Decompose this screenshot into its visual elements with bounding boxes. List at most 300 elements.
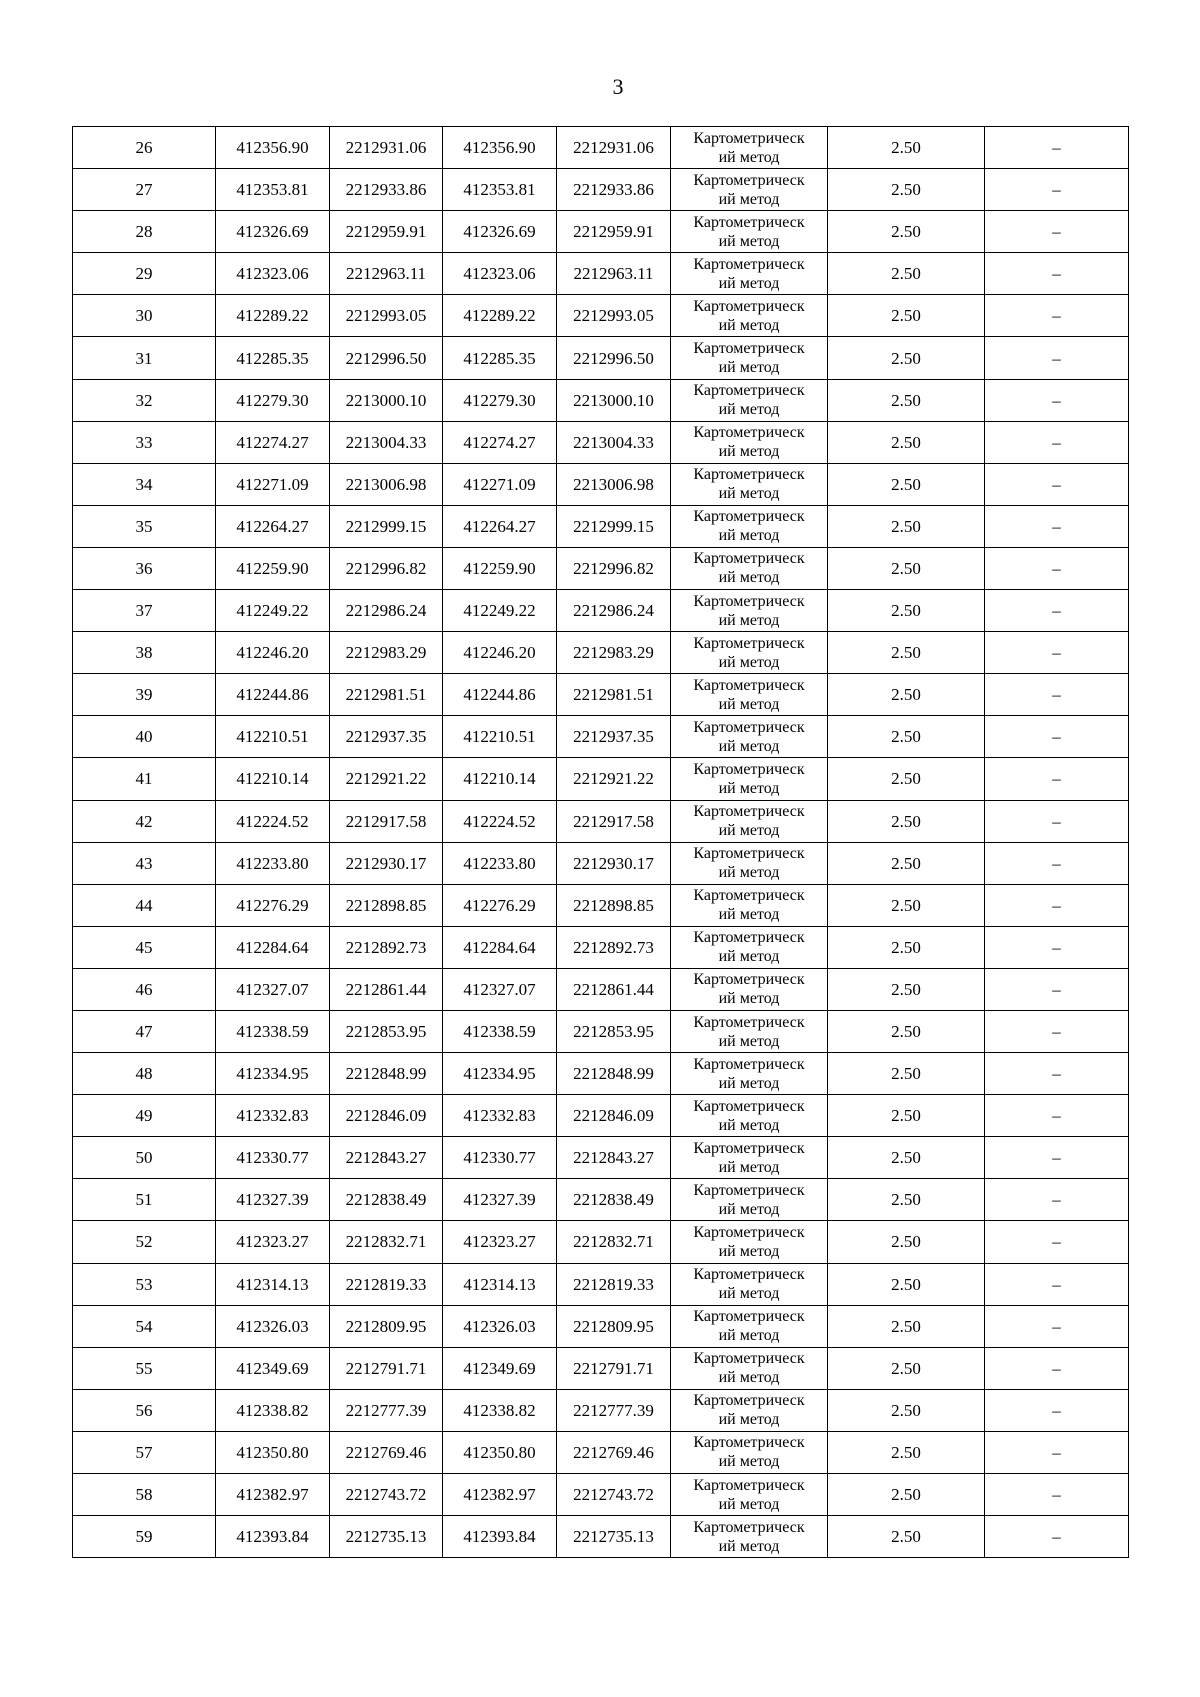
existing-x-cell: 412271.09 — [216, 463, 330, 505]
refined-x-cell: 412271.09 — [443, 463, 557, 505]
table-row — [73, 211, 1129, 253]
table-row — [73, 337, 1129, 379]
method-cell — [671, 842, 828, 884]
existing-x-cell: 412285.35 — [216, 337, 330, 379]
note-cell: – — [985, 1095, 1129, 1137]
note-cell: – — [985, 169, 1129, 211]
method-text-line2: ий метод — [718, 485, 780, 503]
table-row — [73, 632, 1129, 674]
refined-y-cell: 2212853.95 — [557, 1010, 671, 1052]
existing-x-cell: 412314.13 — [216, 1263, 330, 1305]
accuracy-cell: 2.50 — [828, 379, 985, 421]
accuracy-cell: 2.50 — [828, 842, 985, 884]
table-row — [73, 505, 1129, 547]
point-number-cell: 44 — [73, 884, 216, 926]
accuracy-cell: 2.50 — [828, 1263, 985, 1305]
accuracy-cell: 2.50 — [828, 295, 985, 337]
point-number-cell: 27 — [73, 169, 216, 211]
point-number-cell: 41 — [73, 758, 216, 800]
method-cell — [671, 421, 828, 463]
method-text-line1: Картометрическ — [693, 550, 805, 568]
table-row — [73, 1137, 1129, 1179]
method-cell — [671, 1221, 828, 1263]
method-text-line1: Картометрическ — [693, 1013, 805, 1031]
refined-x-cell: 412338.59 — [443, 1010, 557, 1052]
point-number-cell: 58 — [73, 1474, 216, 1516]
accuracy-cell: 2.50 — [828, 1137, 985, 1179]
accuracy-cell: 2.50 — [828, 1053, 985, 1095]
note-cell: – — [985, 1053, 1129, 1095]
method-text-line2: ий метод — [718, 1074, 780, 1092]
point-number-cell: 48 — [73, 1053, 216, 1095]
existing-x-cell: 412259.90 — [216, 547, 330, 589]
existing-y-cell: 2213000.10 — [330, 379, 443, 421]
existing-x-cell: 412210.14 — [216, 758, 330, 800]
note-cell: – — [985, 337, 1129, 379]
accuracy-cell: 2.50 — [828, 1474, 985, 1516]
note-cell: – — [985, 842, 1129, 884]
existing-x-cell: 412349.69 — [216, 1347, 330, 1389]
method-text-line1: Картометрическ — [693, 592, 805, 610]
method-text-line2: ий метод — [718, 1200, 780, 1218]
method-text-line2: ий метод — [718, 1453, 780, 1471]
accuracy-cell: 2.50 — [828, 674, 985, 716]
point-number-cell: 31 — [73, 337, 216, 379]
point-number-cell: 52 — [73, 1221, 216, 1263]
method-text-line2: ий метод — [718, 1116, 780, 1134]
method-cell — [671, 1431, 828, 1473]
accuracy-cell: 2.50 — [828, 127, 985, 169]
method-text-line2: ий метод — [718, 737, 780, 755]
method-text-line2: ий метод — [718, 401, 780, 419]
table-row — [73, 1095, 1129, 1137]
accuracy-cell: 2.50 — [828, 1095, 985, 1137]
refined-x-cell: 412327.39 — [443, 1179, 557, 1221]
method-text-line2: ий метод — [718, 274, 780, 292]
point-number-cell: 46 — [73, 968, 216, 1010]
refined-y-cell: 2212861.44 — [557, 968, 671, 1010]
note-cell: – — [985, 632, 1129, 674]
note-cell: – — [985, 1347, 1129, 1389]
existing-x-cell: 412233.80 — [216, 842, 330, 884]
method-text-line1: Картометрическ — [693, 929, 805, 947]
accuracy-cell: 2.50 — [828, 547, 985, 589]
table-row — [73, 463, 1129, 505]
table-row — [73, 1305, 1129, 1347]
note-cell: – — [985, 1010, 1129, 1052]
method-text-line2: ий метод — [718, 1411, 780, 1429]
note-cell: – — [985, 295, 1129, 337]
point-number-cell: 54 — [73, 1305, 216, 1347]
existing-y-cell: 2212843.27 — [330, 1137, 443, 1179]
method-text-line1: Картометрическ — [693, 1055, 805, 1073]
refined-x-cell: 412326.03 — [443, 1305, 557, 1347]
method-text-line2: ий метод — [718, 1495, 780, 1513]
refined-y-cell: 2212963.11 — [557, 253, 671, 295]
method-text-line1: Картометрическ — [693, 1434, 805, 1452]
existing-y-cell: 2212983.29 — [330, 632, 443, 674]
method-text-line2: ий метод — [718, 569, 780, 587]
accuracy-cell: 2.50 — [828, 716, 985, 758]
method-text-line1: Картометрическ — [693, 1392, 805, 1410]
refined-x-cell: 412279.30 — [443, 379, 557, 421]
method-cell — [671, 716, 828, 758]
method-text-line2: ий метод — [718, 1285, 780, 1303]
method-cell — [671, 1305, 828, 1347]
accuracy-cell: 2.50 — [828, 1221, 985, 1263]
note-cell: – — [985, 127, 1129, 169]
note-cell: – — [985, 1389, 1129, 1431]
refined-x-cell: 412285.35 — [443, 337, 557, 379]
note-cell: – — [985, 800, 1129, 842]
method-text-line2: ий метод — [718, 990, 780, 1008]
existing-x-cell: 412356.90 — [216, 127, 330, 169]
table-row — [73, 1221, 1129, 1263]
method-text-line2: ий метод — [718, 443, 780, 461]
existing-x-cell: 412326.03 — [216, 1305, 330, 1347]
refined-y-cell: 2212933.86 — [557, 169, 671, 211]
refined-x-cell: 412330.77 — [443, 1137, 557, 1179]
method-text-line1: Картометрическ — [693, 1476, 805, 1494]
accuracy-cell: 2.50 — [828, 1431, 985, 1473]
method-text-line2: ий метод — [718, 1242, 780, 1260]
method-text-line1: Картометрическ — [693, 508, 805, 526]
refined-y-cell: 2212832.71 — [557, 1221, 671, 1263]
note-cell: – — [985, 463, 1129, 505]
existing-y-cell: 2212933.86 — [330, 169, 443, 211]
table-row — [73, 1179, 1129, 1221]
refined-y-cell: 2212921.22 — [557, 758, 671, 800]
existing-x-cell: 412264.27 — [216, 505, 330, 547]
table-row — [73, 884, 1129, 926]
existing-y-cell: 2212921.22 — [330, 758, 443, 800]
refined-x-cell: 412276.29 — [443, 884, 557, 926]
method-text-line1: Картометрическ — [693, 718, 805, 736]
table-row — [73, 1347, 1129, 1389]
refined-x-cell: 412224.52 — [443, 800, 557, 842]
accuracy-cell: 2.50 — [828, 1516, 985, 1558]
refined-y-cell: 2212848.99 — [557, 1053, 671, 1095]
accuracy-cell: 2.50 — [828, 1179, 985, 1221]
table-row — [73, 1474, 1129, 1516]
note-cell: – — [985, 1179, 1129, 1221]
method-text-line2: ий метод — [718, 1158, 780, 1176]
note-cell: – — [985, 674, 1129, 716]
point-number-cell: 45 — [73, 926, 216, 968]
existing-x-cell: 412338.82 — [216, 1389, 330, 1431]
method-text-line1: Картометрическ — [693, 634, 805, 652]
accuracy-cell: 2.50 — [828, 337, 985, 379]
refined-y-cell: 2212917.58 — [557, 800, 671, 842]
refined-y-cell: 2212930.17 — [557, 842, 671, 884]
method-cell — [671, 1010, 828, 1052]
method-cell — [671, 674, 828, 716]
table-row — [73, 421, 1129, 463]
existing-y-cell: 2212959.91 — [330, 211, 443, 253]
note-cell: – — [985, 1263, 1129, 1305]
method-cell — [671, 632, 828, 674]
accuracy-cell: 2.50 — [828, 169, 985, 211]
existing-x-cell: 412327.07 — [216, 968, 330, 1010]
refined-y-cell: 2212996.82 — [557, 547, 671, 589]
existing-x-cell: 412338.59 — [216, 1010, 330, 1052]
refined-x-cell: 412244.86 — [443, 674, 557, 716]
table-row — [73, 716, 1129, 758]
page-number: 3 — [612, 74, 624, 99]
method-cell — [671, 379, 828, 421]
existing-y-cell: 2212769.46 — [330, 1431, 443, 1473]
point-number-cell: 30 — [73, 295, 216, 337]
existing-x-cell: 412332.83 — [216, 1095, 330, 1137]
existing-x-cell: 412330.77 — [216, 1137, 330, 1179]
point-number-cell: 34 — [73, 463, 216, 505]
method-text-line1: Картометрическ — [693, 129, 805, 147]
refined-y-cell: 2212892.73 — [557, 926, 671, 968]
method-text-line2: ий метод — [718, 232, 780, 250]
note-cell: – — [985, 968, 1129, 1010]
point-number-cell: 39 — [73, 674, 216, 716]
refined-x-cell: 412233.80 — [443, 842, 557, 884]
existing-y-cell: 2212993.05 — [330, 295, 443, 337]
method-text-line2: ий метод — [718, 1327, 780, 1345]
method-text-line1: Картометрическ — [693, 845, 805, 863]
refined-x-cell: 412314.13 — [443, 1263, 557, 1305]
refined-y-cell: 2212986.24 — [557, 590, 671, 632]
existing-y-cell: 2212981.51 — [330, 674, 443, 716]
existing-y-cell: 2212937.35 — [330, 716, 443, 758]
existing-x-cell: 412350.80 — [216, 1431, 330, 1473]
refined-y-cell: 2212959.91 — [557, 211, 671, 253]
refined-x-cell: 412259.90 — [443, 547, 557, 589]
existing-x-cell: 412382.97 — [216, 1474, 330, 1516]
refined-y-cell: 2212819.33 — [557, 1263, 671, 1305]
point-number-cell: 32 — [73, 379, 216, 421]
refined-x-cell: 412326.69 — [443, 211, 557, 253]
accuracy-cell: 2.50 — [828, 253, 985, 295]
accuracy-cell: 2.50 — [828, 758, 985, 800]
refined-x-cell: 412338.82 — [443, 1389, 557, 1431]
note-cell: – — [985, 211, 1129, 253]
existing-x-cell: 412353.81 — [216, 169, 330, 211]
refined-x-cell: 412350.80 — [443, 1431, 557, 1473]
table-body — [73, 127, 1129, 1558]
refined-y-cell: 2213004.33 — [557, 421, 671, 463]
existing-y-cell: 2212853.95 — [330, 1010, 443, 1052]
note-cell: – — [985, 1305, 1129, 1347]
method-text-line1: Картометрическ — [693, 676, 805, 694]
point-number-cell: 37 — [73, 590, 216, 632]
method-cell — [671, 590, 828, 632]
refined-y-cell: 2212791.71 — [557, 1347, 671, 1389]
refined-x-cell: 412356.90 — [443, 127, 557, 169]
accuracy-cell: 2.50 — [828, 505, 985, 547]
accuracy-cell: 2.50 — [828, 421, 985, 463]
refined-y-cell: 2212981.51 — [557, 674, 671, 716]
method-text-line1: Картометрическ — [693, 803, 805, 821]
table-row — [73, 1010, 1129, 1052]
existing-x-cell: 412244.86 — [216, 674, 330, 716]
method-cell — [671, 127, 828, 169]
table-row — [73, 295, 1129, 337]
method-text-line2: ий метод — [718, 316, 780, 334]
table-row — [73, 1431, 1129, 1473]
existing-y-cell: 2212848.99 — [330, 1053, 443, 1095]
table-row — [73, 842, 1129, 884]
method-cell — [671, 884, 828, 926]
method-text-line2: ий метод — [718, 1537, 780, 1555]
method-cell — [671, 1347, 828, 1389]
existing-x-cell: 412246.20 — [216, 632, 330, 674]
refined-y-cell: 2212735.13 — [557, 1516, 671, 1558]
note-cell: – — [985, 590, 1129, 632]
point-number-cell: 26 — [73, 127, 216, 169]
table-row — [73, 1053, 1129, 1095]
method-cell — [671, 1389, 828, 1431]
method-cell — [671, 547, 828, 589]
note-cell: – — [985, 1474, 1129, 1516]
existing-x-cell: 412249.22 — [216, 590, 330, 632]
refined-x-cell: 412246.20 — [443, 632, 557, 674]
existing-y-cell: 2212898.85 — [330, 884, 443, 926]
refined-y-cell: 2212838.49 — [557, 1179, 671, 1221]
table-row — [73, 674, 1129, 716]
point-number-cell: 51 — [73, 1179, 216, 1221]
point-number-cell: 49 — [73, 1095, 216, 1137]
refined-y-cell: 2212743.72 — [557, 1474, 671, 1516]
method-text-line2: ий метод — [718, 359, 780, 377]
existing-x-cell: 412276.29 — [216, 884, 330, 926]
point-number-cell: 36 — [73, 547, 216, 589]
method-text-line1: Картометрическ — [693, 760, 805, 778]
method-text-line2: ий метод — [718, 148, 780, 166]
existing-x-cell: 412224.52 — [216, 800, 330, 842]
method-cell — [671, 253, 828, 295]
table-row — [73, 590, 1129, 632]
refined-y-cell: 2212931.06 — [557, 127, 671, 169]
note-cell: – — [985, 253, 1129, 295]
method-text-line1: Картометрическ — [693, 340, 805, 358]
method-cell — [671, 1053, 828, 1095]
note-cell: – — [985, 758, 1129, 800]
table-row — [73, 547, 1129, 589]
existing-x-cell: 412323.27 — [216, 1221, 330, 1263]
accuracy-cell: 2.50 — [828, 590, 985, 632]
existing-x-cell: 412327.39 — [216, 1179, 330, 1221]
point-number-cell: 55 — [73, 1347, 216, 1389]
accuracy-cell: 2.50 — [828, 632, 985, 674]
refined-y-cell: 2212996.50 — [557, 337, 671, 379]
method-text-line2: ий метод — [718, 822, 780, 840]
note-cell: – — [985, 421, 1129, 463]
existing-x-cell: 412326.69 — [216, 211, 330, 253]
method-text-line2: ий метод — [718, 779, 780, 797]
point-number-cell: 33 — [73, 421, 216, 463]
accuracy-cell: 2.50 — [828, 1389, 985, 1431]
note-cell: – — [985, 884, 1129, 926]
existing-y-cell: 2212986.24 — [330, 590, 443, 632]
existing-y-cell: 2212832.71 — [330, 1221, 443, 1263]
existing-y-cell: 2212735.13 — [330, 1516, 443, 1558]
existing-y-cell: 2212930.17 — [330, 842, 443, 884]
point-number-cell: 35 — [73, 505, 216, 547]
refined-y-cell: 2212993.05 — [557, 295, 671, 337]
refined-x-cell: 412334.95 — [443, 1053, 557, 1095]
existing-x-cell: 412334.95 — [216, 1053, 330, 1095]
method-text-line1: Картометрическ — [693, 1139, 805, 1157]
method-cell — [671, 1263, 828, 1305]
table-row — [73, 169, 1129, 211]
existing-y-cell: 2212963.11 — [330, 253, 443, 295]
method-cell — [671, 1474, 828, 1516]
method-cell — [671, 926, 828, 968]
accuracy-cell: 2.50 — [828, 926, 985, 968]
existing-x-cell: 412323.06 — [216, 253, 330, 295]
method-text-line2: ий метод — [718, 864, 780, 882]
method-text-line1: Картометрическ — [693, 297, 805, 315]
method-text-line2: ий метод — [718, 1032, 780, 1050]
table-row — [73, 379, 1129, 421]
accuracy-cell: 2.50 — [828, 800, 985, 842]
existing-y-cell: 2212996.82 — [330, 547, 443, 589]
point-number-cell: 42 — [73, 800, 216, 842]
point-number-cell: 43 — [73, 842, 216, 884]
table-row — [73, 758, 1129, 800]
method-cell — [671, 1179, 828, 1221]
existing-y-cell: 2212846.09 — [330, 1095, 443, 1137]
method-text-line1: Картометрическ — [693, 1181, 805, 1199]
method-text-line2: ий метод — [718, 190, 780, 208]
method-text-line2: ий метод — [718, 527, 780, 545]
method-cell — [671, 968, 828, 1010]
method-cell — [671, 505, 828, 547]
note-cell: – — [985, 1137, 1129, 1179]
table-row — [73, 926, 1129, 968]
accuracy-cell: 2.50 — [828, 884, 985, 926]
refined-y-cell: 2212983.29 — [557, 632, 671, 674]
point-number-cell: 57 — [73, 1431, 216, 1473]
note-cell: – — [985, 1221, 1129, 1263]
point-number-cell: 56 — [73, 1389, 216, 1431]
method-text-line1: Картометрическ — [693, 1266, 805, 1284]
point-number-cell: 40 — [73, 716, 216, 758]
existing-y-cell: 2213004.33 — [330, 421, 443, 463]
table-row — [73, 1263, 1129, 1305]
method-text-line1: Картометрическ — [693, 171, 805, 189]
existing-y-cell: 2212917.58 — [330, 800, 443, 842]
existing-y-cell: 2212819.33 — [330, 1263, 443, 1305]
method-text-line2: ий метод — [718, 653, 780, 671]
accuracy-cell: 2.50 — [828, 1305, 985, 1347]
existing-y-cell: 2212777.39 — [330, 1389, 443, 1431]
accuracy-cell: 2.50 — [828, 1347, 985, 1389]
refined-y-cell: 2212843.27 — [557, 1137, 671, 1179]
method-text-line1: Картометрическ — [693, 1308, 805, 1326]
table-row — [73, 968, 1129, 1010]
refined-y-cell: 2213000.10 — [557, 379, 671, 421]
refined-x-cell: 412210.51 — [443, 716, 557, 758]
existing-x-cell: 412210.51 — [216, 716, 330, 758]
method-text-line1: Картометрическ — [693, 887, 805, 905]
table-row — [73, 253, 1129, 295]
method-text-line2: ий метод — [718, 1369, 780, 1387]
existing-y-cell: 2212838.49 — [330, 1179, 443, 1221]
refined-y-cell: 2212769.46 — [557, 1431, 671, 1473]
method-text-line1: Картометрическ — [693, 255, 805, 273]
refined-x-cell: 412332.83 — [443, 1095, 557, 1137]
point-number-cell: 47 — [73, 1010, 216, 1052]
table-row — [73, 127, 1129, 169]
refined-y-cell: 2212937.35 — [557, 716, 671, 758]
